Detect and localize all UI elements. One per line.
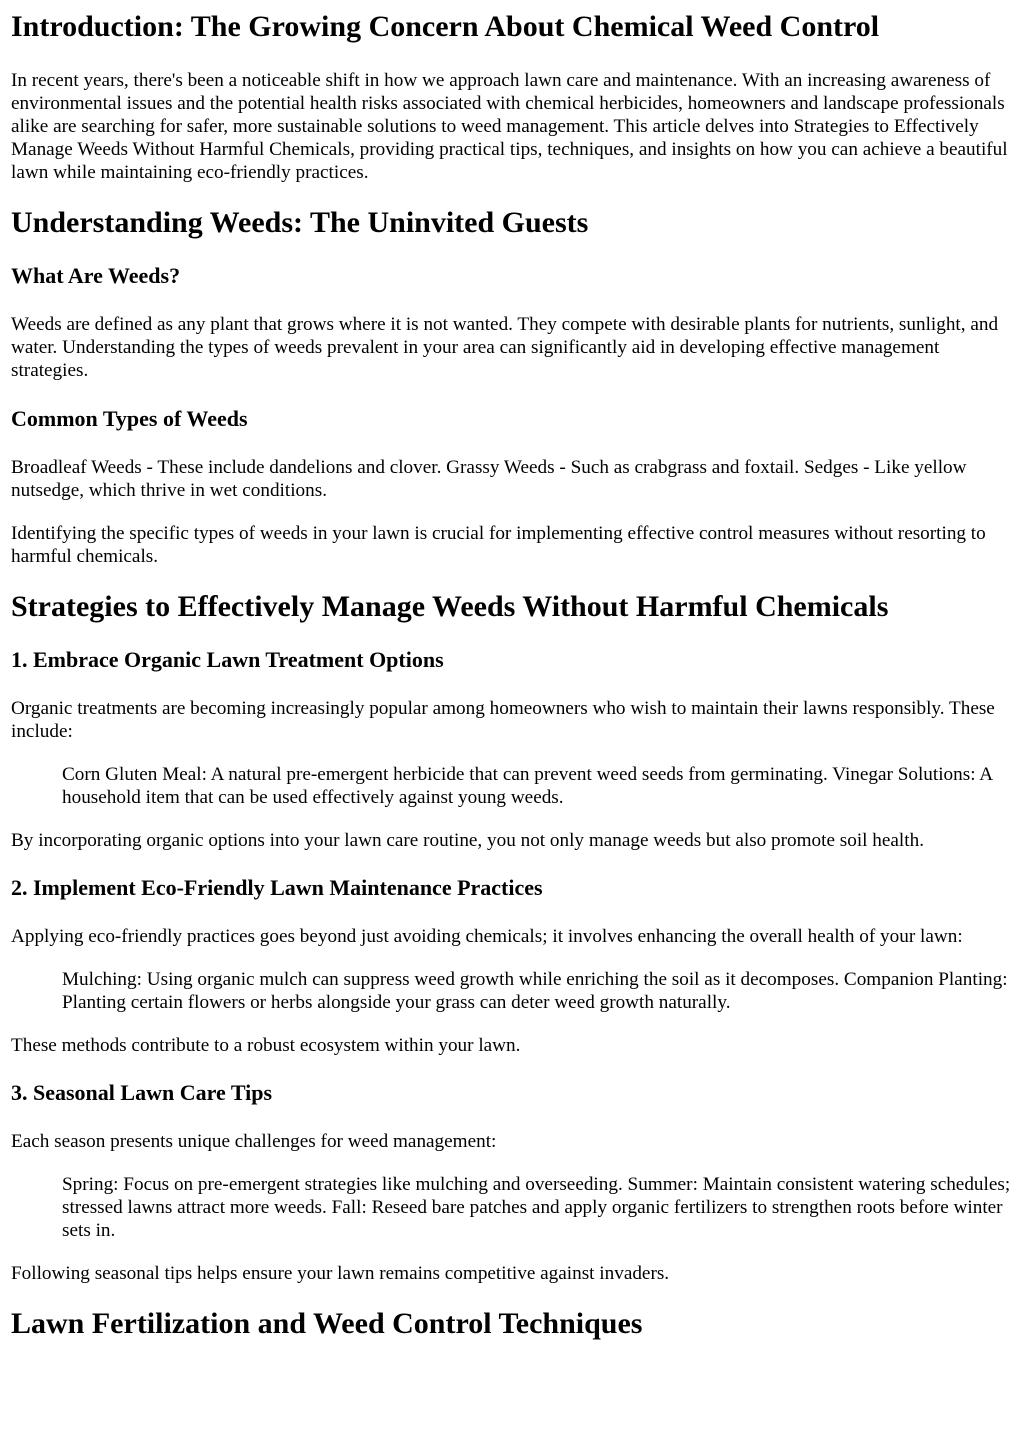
article: [0, 10, 1024, 1341]
common-types-paragraph: Broadleaf Weeds - These include dandelions and clover. Grassy Weeds - Such as crabgrass and foxtail. Sedges - Like yellow nutsedge, which thrive in wet conditions.: [11, 457, 967, 501]
seasonal-intro: Each season presents unique challenges for weed management:: [11, 1131, 497, 1152]
intro-paragraph: In recent years, there's been a noticeable shift in how we approach lawn care and maintenance. With an increasing awareness of environmental issues and the potential health risks associated with chemical herbicides, homeowners and landscape professionals alike are searching for safer, more sustainable solutions to weed management. This article delves into Strategies to Effectively Manage Weeds Without Harmful Chemicals, providing practical tips, techniques, and insights on how you can achieve a beautiful lawn while maintaining eco-friendly practices.: [11, 70, 1008, 183]
organic-quote: Corn Gluten Meal: A natural pre-emergent herbicide that can prevent weed seeds from germinating. Vinegar Solutions: A household item that can be used effectively against young weeds.: [62, 764, 993, 808]
identifying-paragraph: Identifying the specific types of weeds in your lawn is crucial for implementing effective control measures without resorting to harmful chemicals.: [11, 523, 986, 567]
understanding-heading: Understanding Weeds: The Uninvited Guests: [11, 206, 589, 239]
seasonal-outro: Following seasonal tips helps ensure your lawn remains competitive against invaders.: [11, 1263, 670, 1284]
common-types-heading: Common Types of Weeds: [11, 406, 248, 431]
eco-heading: 2. Implement Eco-Friendly Lawn Maintenance Practices: [11, 875, 543, 900]
fertilization-heading: Lawn Fertilization and Weed Control Techniques: [11, 1307, 643, 1340]
strategies-heading: Strategies to Effectively Manage Weeds Without Harmful Chemicals: [11, 590, 889, 623]
organic-outro: By incorporating organic options into your lawn care routine, you not only manage weeds but also promote soil health.: [11, 830, 924, 851]
what-are-weeds-heading: What Are Weeds?: [11, 263, 181, 288]
eco-quote: Mulching: Using organic mulch can suppress weed growth while enriching the soil as it decomposes. Companion Planting: Planting certain flowers or herbs alongside your grass can deter weed growth naturally.: [62, 969, 1008, 1013]
seasonal-heading: 3. Seasonal Lawn Care Tips: [11, 1080, 273, 1105]
organic-heading: 1. Embrace Organic Lawn Treatment Options: [11, 647, 444, 672]
eco-outro: These methods contribute to a robust ecosystem within your lawn.: [11, 1035, 521, 1056]
seasonal-quote: Spring: Focus on pre-emergent strategies like mulching and overseeding. Summer: Maintain consistent watering schedules; stressed lawns attract more weeds. Fall: Reseed bare patches and apply organic fertilizers to strengthen roots before winter sets in.: [62, 1174, 1011, 1241]
intro-heading: Introduction: The Growing Concern About Chemical Weed Control: [11, 10, 880, 43]
eco-intro: Applying eco-friendly practices goes beyond just avoiding chemicals; it involves enhancing the overall health of your lawn:: [11, 926, 963, 947]
what-are-weeds-paragraph: Weeds are defined as any plant that grows where it is not wanted. They compete with desirable plants for nutrients, sunlight, and water. Understanding the types of weeds prevalent in your area can significantly aid in developing effective management strategies.: [11, 314, 999, 381]
organic-intro: Organic treatments are becoming increasingly popular among homeowners who wish to maintain their lawns responsibly. These include:: [11, 698, 995, 742]
